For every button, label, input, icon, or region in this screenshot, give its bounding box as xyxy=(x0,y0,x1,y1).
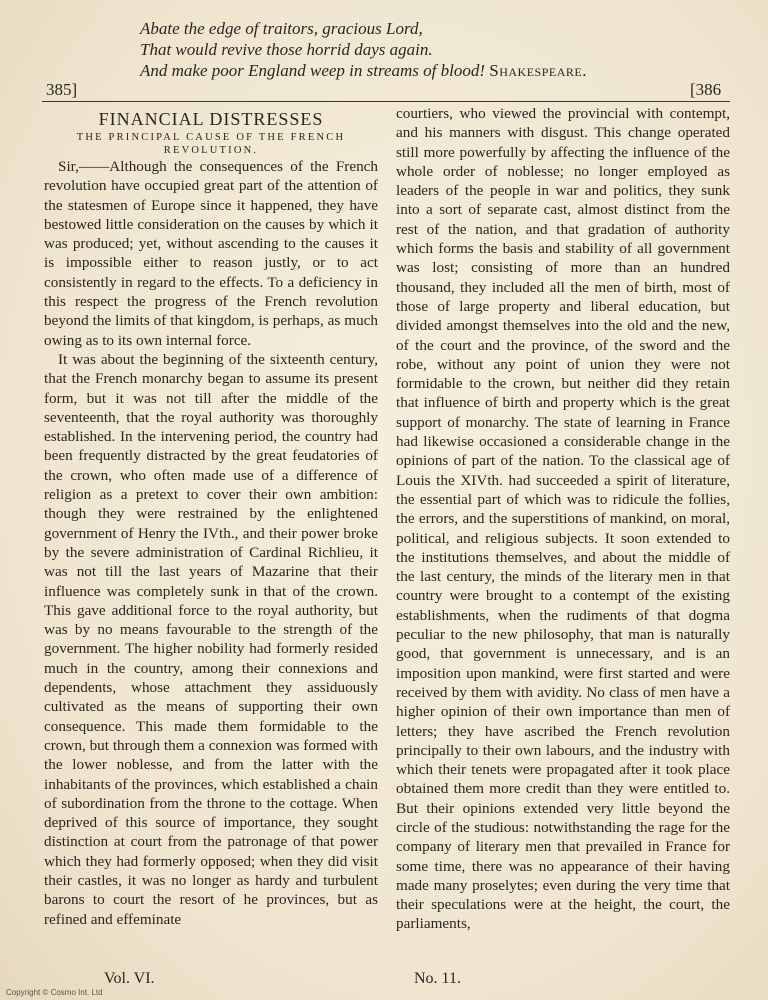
article-title: FINANCIAL DISTRESSES xyxy=(98,109,324,129)
copyright-watermark: Copyright © Cosmo Int. Ltd xyxy=(6,988,103,997)
epigraph-line-3 xyxy=(140,60,700,81)
page-number-right: [386 xyxy=(690,80,722,99)
page-number-left: 385] xyxy=(46,80,78,99)
epigraph-attribution: Shakespeare. xyxy=(489,61,587,80)
epigraph-line-3-text: And make poor England weep in streams of blood! xyxy=(140,61,485,80)
left-paragraph-1: Sir,——Although the consequences of the French revolution have occupied great part of the attention of the statesmen of Europe since it happened, they have bestowed little consideration on the causes by which it was produced; yet, without ascending to the causes it is impossible either to reason justly, or to act consistently in regard to the effects. To a deficiency in this respect the progress of the French revolution beyond the limits of that kingdom, is perhaps, as much owing as to its own internal force. xyxy=(44,158,378,349)
epigraph xyxy=(140,18,700,81)
left-column xyxy=(44,108,378,929)
article-subtitle: THE PRINCIPAL CAUSE OF THE FRENCH REVOLUTION. xyxy=(76,132,346,156)
right-column xyxy=(396,104,730,934)
header-rule xyxy=(42,101,730,102)
right-paragraph-1: courtiers, who viewed the provincial with contempt, and his manners with disgust. This change operated still more powerfully by affecting the influence of the whole order of noblesse; no longer employed as leaders of the people in war and politics, they sunk into a sort of separate cast, almost distinct from the rest of the nation, and that gradation of authority which forms the basis and stability of all government was lost; consisting of more than an hundred thousand, they included all the men of birth, most of those of large property and liberal education, but divided amongst themselves into the old and the new, of the court and the province, of the sword and the robe, without any point of union they were not formidable to the crown, but neither did they retain that influence of birth and property which is the great support of monarchy. The state of learning in France had likewise occasioned a considerable change in the opinions of part of the nation. To the classical age of Louis the XIVth. had succeeded a spirit of literature, the essential part of which was to ridicule the follies, the errors, and the superstitions of mankind, on moral, political, and religious subjects. It soon extended to the institutions themselves, and about the middle of the last century, the minds of the literary men in that country were brought to a contempt of the existing establishments, when the rudiments of that dogma peculiar to the new philosophy, that man is naturally good, that government is unnecessary, and is an imposition upon mankind, were first started and were received by them with avidity. No class of men have a higher opinion of their own importance than men of letters; they have ascribed the French revolution principally to their own labours, and the industry with which their tenets were propagated after it took place obtained them more credit than they were entitled to. But their opinions extended very little beyond the circle of the studious: notwithstanding the rage for the company of literary men that prevailed in France for some time, there was no appearance of their having made many proselytes; even during the very time that their speculations were at the height, the court, the parliaments, xyxy=(396,105,730,933)
issue-number: No. 11. xyxy=(414,970,461,987)
left-paragraph-2: It was about the beginning of the sixteenth century, that the French monarchy began to assume its present form, but it was not till after the middle of the seventeenth, that the royal authority was thoroughly established. In the intervening period, the country had been frequently distracted by the great feudatories of the crown, who often made use of a difference of religion as a pretext to cover their own ambition: though they were restrained by the enlightened government of Henry the IVth., and their power broke by the severe administration of Cardinal Richlieu, it was not till the last years of Mazarine that their influence was completely sunk in that of the crown. This gave additional force to the royal authority, but was by no means favourable to the strength of the government. The higher nobility had formerly resided much in the country, among their connexions and dependents, whose attachment they assiduously cultivated as the means of supporting their own consequence. This made them formidable to the crown, but through them a connexion was formed with the lower noblesse, and from the latter with the inhabitants of the provinces, which established a chain of subordination from the throne to the cottage. When deprived of this source of importance, they sought distinction at court from the patronage of that power which they had formerly opposed; when they did visit their castles, it was no longer as hardy and turbulent barons to court the resort of he provinces, but as refined and effeminate xyxy=(44,350,378,928)
volume-label: Vol. VI. xyxy=(104,970,155,987)
epigraph-line-1: Abate the edge of traitors, gracious Lord, xyxy=(140,19,423,38)
epigraph-line-2: That would revive those horrid days again. xyxy=(140,40,433,59)
